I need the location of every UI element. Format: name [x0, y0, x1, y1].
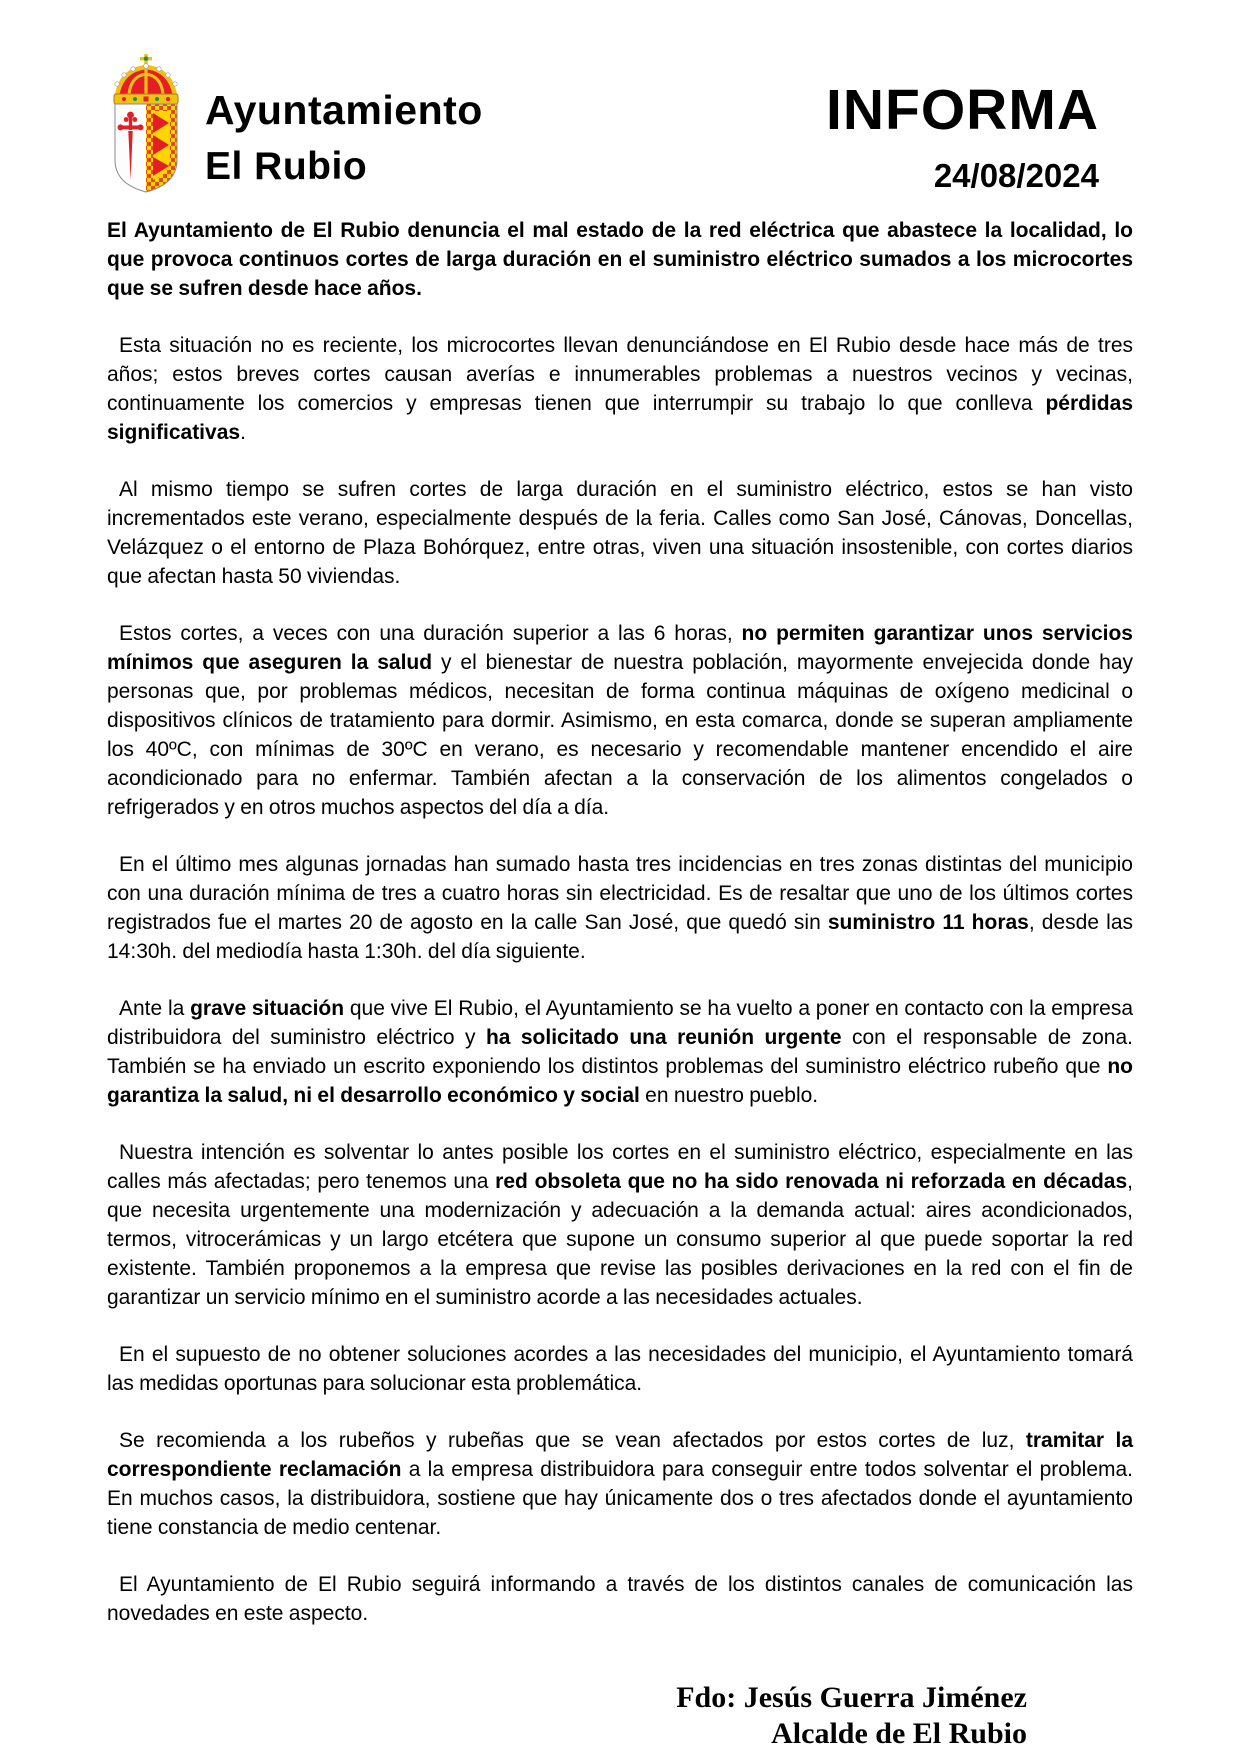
crown [114, 54, 178, 104]
paragraph: Se recomienda a los rubeños y rubeñas que se vean afectados por estos cortes de luz, tramitar la correspondiente reclamación a la empresa distribuidora para conseguir entre todos solventar el problema. En muchos casos, la distribuidora, sostiene que hay únicamente dos o tres afectados donde el ayuntamiento tiene constancia de medio centenar. [107, 1429, 1134, 1539]
masthead-right [826, 50, 1099, 192]
signature-name: Fdo: Jesús Guerra Jiménez [676, 1681, 1027, 1714]
paragraph: Al mismo tiempo se sufren cortes de larga duración en el suministro eléctrico, estos se han visto incrementados este verano, especialmente después de la feria. Calles como San José, Cánovas, Doncellas, Velázquez o el entorno de Plaza Bohórquez, entre otras, viven una situación insostenible, con cortes diarios que afectan hasta 50 viviendas. [107, 478, 1133, 588]
paragraph: En el último mes algunas jornadas han sumado hasta tres incidencias en tres zonas distintas del municipio con una duración mínima de tres a cuatro horas sin electricidad. Es de resaltar que uno de los últimos cortes registrados fue el martes 20 de agosto en la calle San José, que quedó sin suministro 11 horas, desde las 14:30h. del mediodía hasta 1:30h. del día siguiente. [107, 853, 1133, 963]
signature-title: Alcalde de El Rubio [771, 1717, 1027, 1750]
signature-block [107, 1680, 1027, 1752]
el-rubio-coat-of-arms-icon [107, 54, 185, 194]
paragraph: Nuestra intención es solventar lo antes posible los cortes en el suministro eléctrico, especialmente en las calles más afectadas; pero tenemos una red obsoleta que no ha sido renovada ni reforzada en décadas, que necesita urgentemente una modernización y adecuación a la demanda actual: aires acondicionados, termos, vitrocerámicas y un largo etcétera que supone un consumo superior al que puede soportar la red existente. También proponemos a la empresa que revise las posibles derivaciones en la red con el fin de garantizar un servicio mínimo en el suministro acorde a las necesidades actuales. [107, 1141, 1133, 1309]
masthead [107, 50, 1133, 194]
paragraph: Estos cortes, a veces con una duración superior a las 6 horas, no permiten garantizar unos servicios mínimos que aseguren la salud y el bienestar de nuestra población, mayormente envejecida donde hay personas que, por problemas médicos, necesitan de forma continua máquinas de oxígeno medicinal o dispositivos clínicos de tratamiento para dormir. Asimismo, en esta comarca, donde se superan ampliamente los 40ºC, con mínimas de 30ºC en verano, es necesario y recomendable mantener encendido el aire acondicionado para no enfermar. También afectan a la conservación de los alimentos congelados o refrigerados y en otros muchos aspectos del día a día. [107, 622, 1134, 819]
paragraph: El Ayuntamiento de El Rubio seguirá informando a través de los distintos canales de comunicación las novedades en este aspecto. [107, 1573, 1133, 1625]
brand-text [205, 50, 483, 194]
paragraph: En el supuesto de no obtener soluciones acordes a las necesidades del municipio, el Ayuntamiento tomará las medidas oportunas para solucionar esta problemática. [107, 1343, 1133, 1395]
org-name-line1: Ayuntamiento [205, 87, 483, 133]
brand-block [107, 50, 483, 194]
date: 24/08/2024 [933, 157, 1099, 194]
paragraph: Esta situación no es reciente, los microcortes llevan denunciándose en El Rubio desde hace más de tres años; estos breves cortes causan averías e innumerables problemas a nuestros vecinos y vecinas, continuamente los comercios y empresas tienen que interrumpir su trabajo lo que conlleva pérdidas significativas. [107, 334, 1133, 444]
document-body [107, 216, 1133, 1628]
informa-label: INFORMA [826, 78, 1099, 142]
shield [115, 104, 177, 192]
org-name-line2: El Rubio [205, 145, 368, 188]
paragraph: Ante la grave situación que vive El Rubio, el Ayuntamiento se ha vuelto a poner en contacto con la empresa distribuidora del suministro eléctrico y ha solicitado una reunión urgente con el responsable de zona. También se ha enviado un escrito exponiendo los distintos problemas del suministro eléctrico rubeño que no garantiza la salud, ni el desarrollo económico y social en nuestro pueblo. [107, 997, 1133, 1107]
lead-paragraph: El Ayuntamiento de El Rubio denuncia el mal estado de la red eléctrica que abastece la localidad, lo que provoca continuos cortes de larga duración en el suministro eléctrico sumados a los microcortes que se sufren desde hace años. [107, 219, 1133, 300]
